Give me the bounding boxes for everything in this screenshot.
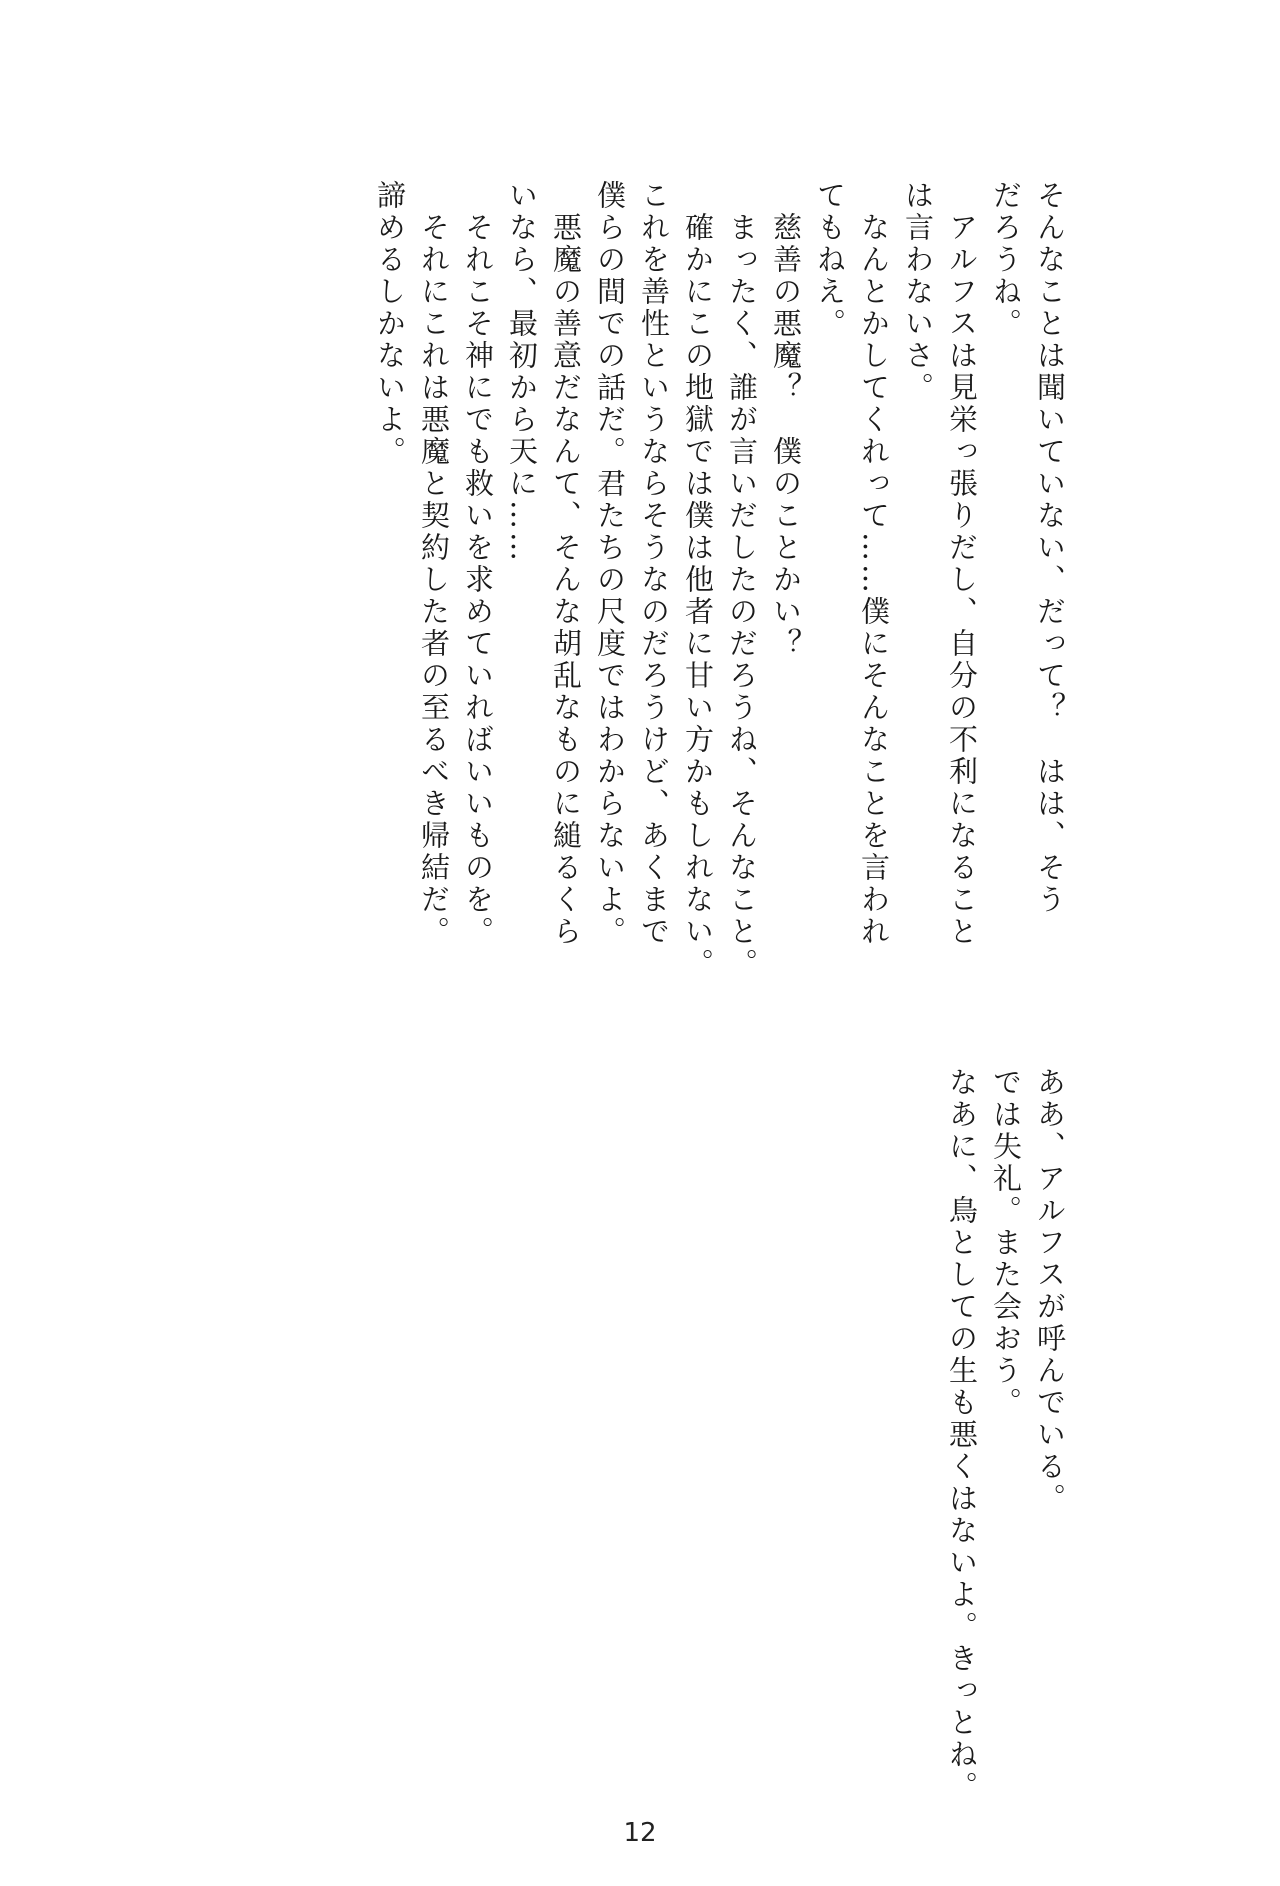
text-line: では失礼。また会おう。 <box>989 1035 1023 1419</box>
text-line: それこそ神にでも救いを求めていればいいものを。 <box>461 180 495 948</box>
lower-text-block <box>940 1035 1072 1803</box>
upper-text-block <box>368 180 1072 980</box>
text-line: だろうね。 <box>989 180 1023 340</box>
text-line: なあに、鳥としての生も悪くはないよ。きっとね。 <box>945 1035 979 1803</box>
text-line: てもねえ。 <box>813 180 847 340</box>
text-line: 悪魔の善意だなんて、そんな胡乱なものに縋るくら <box>549 180 583 948</box>
text-line: いなら、最初から天に…… <box>505 180 539 564</box>
text-line: 諦めるしかないよ。 <box>373 180 407 468</box>
text-line: 僕らの間での話だ。君たちの尺度ではわからないよ。 <box>593 180 627 948</box>
text-line: 慈善の悪魔？ 僕のことかい？ <box>769 180 803 660</box>
page-number: 12 <box>623 1818 657 1848</box>
text-line: アルフスは見栄っ張りだし、自分の不利になること <box>945 180 979 948</box>
text-line: は言わないさ。 <box>901 180 935 404</box>
text-line: これを善性というならそうなのだろうけど、あくまで <box>637 180 671 948</box>
text-line: 確かにこの地獄では僕は他者に甘い方かもしれない。 <box>681 180 715 980</box>
text-line: なんとかしてくれって……僕にそんなことを言われ <box>857 180 891 948</box>
text-line: まったく、誰が言いだしたのだろうね、そんなこと。 <box>725 180 759 980</box>
text-line: それにこれは悪魔と契約した者の至るべき帰結だ。 <box>417 180 451 948</box>
text-line: そんなことは聞いていない、だって？ はは、そう <box>1033 180 1067 916</box>
text-line: ああ、アルフスが呼んでいる。 <box>1033 1035 1067 1515</box>
